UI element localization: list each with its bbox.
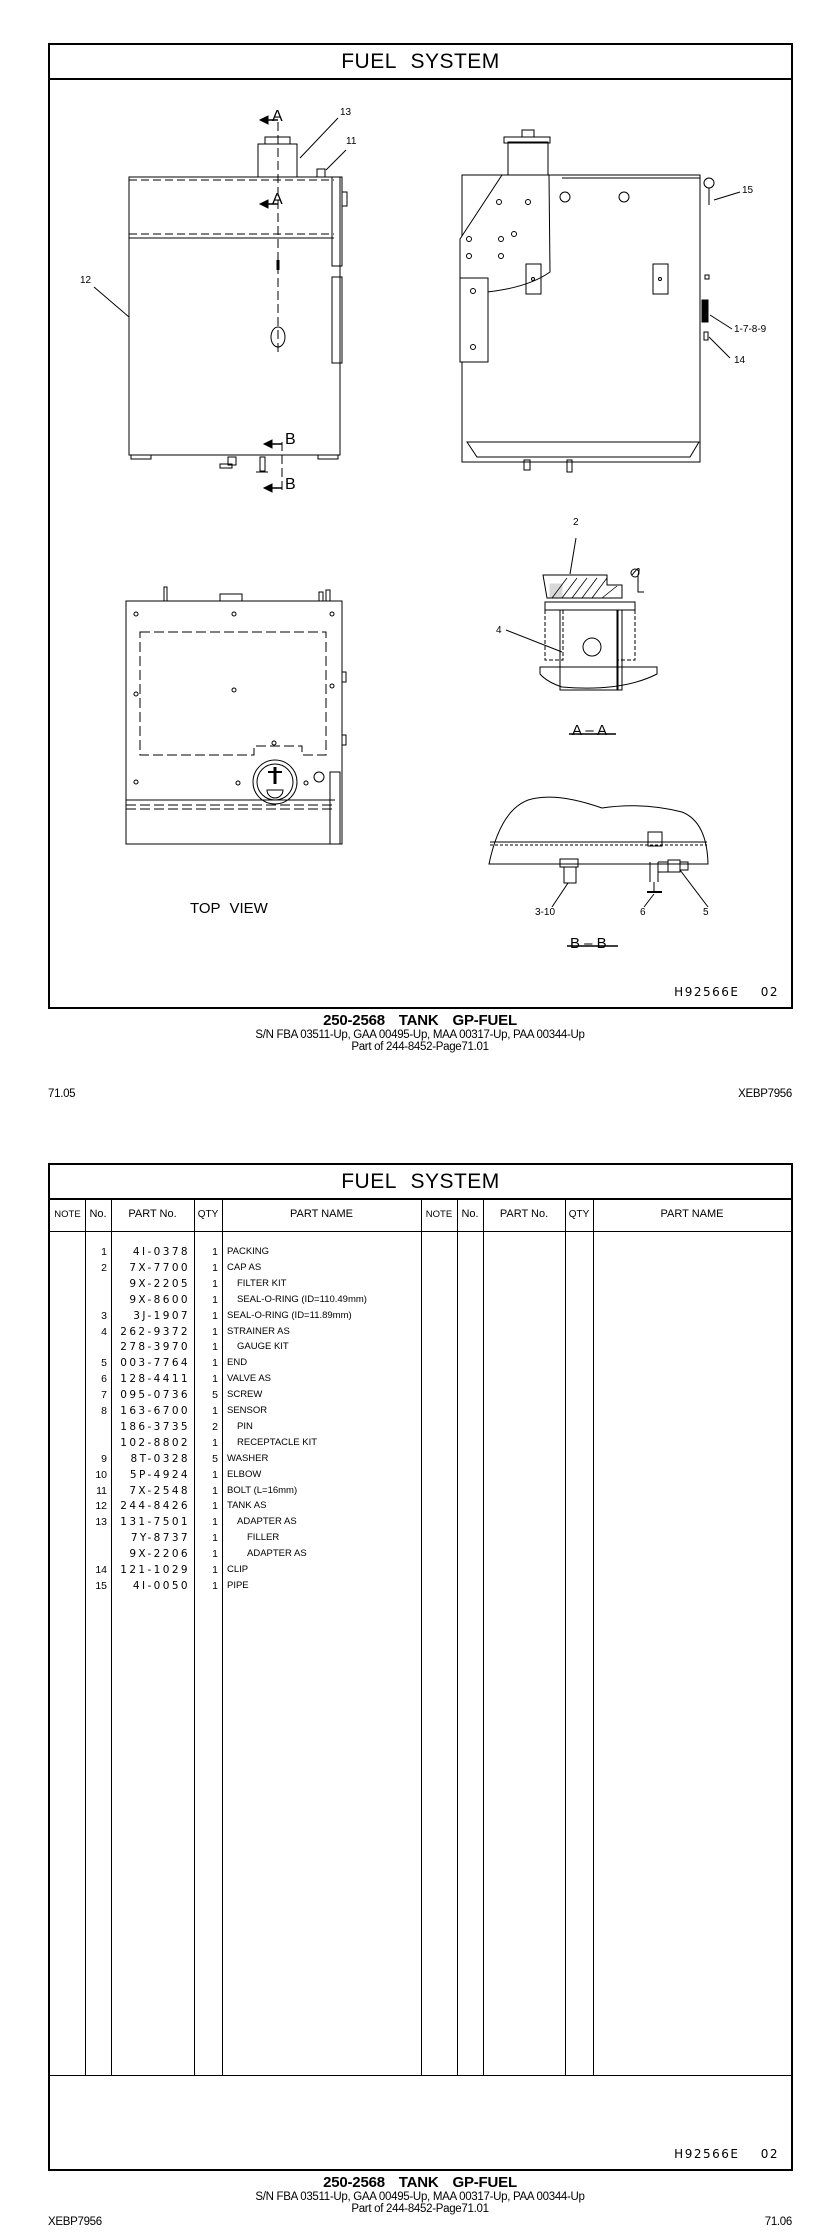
drawing-number: H92566E 02	[674, 985, 779, 999]
row-part-no: 186-3735	[120, 1420, 190, 1433]
row-item-no: 4	[101, 1325, 107, 1338]
row-part-name: SCREW	[227, 1389, 263, 1401]
row-part-no: 128-4411	[120, 1373, 190, 1386]
row-item-no: 11	[96, 1484, 107, 1497]
row-item-no: 5	[101, 1357, 107, 1370]
row-item-no: 13	[95, 1516, 107, 1529]
row-part-name: TANK AS	[227, 1500, 267, 1512]
callout-3-10: 3-10	[535, 907, 556, 918]
row-part-name: PIN	[237, 1420, 253, 1432]
page-number: 71.05	[48, 1088, 76, 1100]
row-qty: 1	[212, 1293, 218, 1306]
caption-part-of: Part of 244-8452-Page71.01	[351, 1041, 489, 1053]
row-qty: 1	[212, 1468, 218, 1481]
row-qty: 1	[212, 1500, 218, 1513]
row-item-no: 6	[101, 1373, 107, 1386]
page-title: FUEL SYSTEM	[50, 45, 791, 80]
row-item-no: 14	[95, 1564, 107, 1576]
row-part-name: PACKING	[227, 1246, 270, 1257]
callout-5: 5	[703, 907, 709, 918]
callout-6: 6	[640, 907, 646, 918]
col-header-qty-2: QTY	[568, 1209, 590, 1220]
row-part-no: 9X-2206	[129, 1548, 190, 1561]
row-part-name: ELBOW	[227, 1468, 262, 1480]
fuel-tank-drawing	[50, 80, 791, 1008]
col-header-part-name: PART NAME	[290, 1208, 353, 1220]
doc-code: XEBP7956	[738, 1088, 792, 1100]
filler-cap-side	[508, 142, 548, 175]
top-view-label: TOP VIEW	[190, 900, 268, 917]
row-item-no	[85, 1292, 107, 1308]
row-qty: 1	[212, 1277, 218, 1290]
row-part-name: BOLT (L=16mm)	[227, 1484, 298, 1496]
col-header-no-2: No.	[461, 1208, 479, 1220]
row-qty: 1	[212, 1325, 218, 1338]
row-part-no: 4I-0378	[132, 1246, 190, 1258]
callout-14: 14	[734, 355, 746, 366]
col-header-part-name-2: PART NAME	[660, 1208, 724, 1220]
row-part-name: SEAL-O-RING (ID=11.89mm)	[227, 1309, 352, 1321]
row-qty: 5	[212, 1389, 218, 1402]
row-item-no: 3	[101, 1309, 107, 1322]
row-qty: 1	[212, 1261, 218, 1274]
row-part-no: 003-7764	[120, 1357, 190, 1370]
row-part-name: STRAINER AS	[227, 1325, 290, 1337]
page-title: FUEL SYSTEM	[50, 1165, 791, 1200]
row-part-no: 102-8802	[120, 1436, 190, 1449]
row-part-no: 7X-2548	[129, 1484, 190, 1497]
section-marker-b-bottom: B	[285, 476, 296, 493]
row-part-name: ADAPTER AS	[237, 1516, 297, 1528]
col-header-part-no-2: PART No.	[499, 1208, 549, 1220]
row-part-name: RECEPTACLE KIT	[237, 1436, 318, 1448]
row-item-no: 12	[95, 1500, 107, 1513]
row-item-no: 15	[95, 1579, 107, 1592]
row-part-no: 244-8426	[120, 1500, 190, 1513]
parts-table	[50, 1198, 791, 2076]
row-part-no: 7X-7700	[129, 1261, 190, 1274]
callout-2: 2	[573, 517, 579, 528]
row-qty: 1	[212, 1564, 218, 1576]
col-header-note-2: NOTE	[425, 1209, 453, 1220]
row-part-no: 7Y-8737	[130, 1532, 190, 1545]
row-part-no: 262-9372	[120, 1325, 190, 1338]
row-qty: 1	[212, 1246, 218, 1258]
col-header-qty: QTY	[197, 1209, 219, 1220]
row-part-name: FILTER KIT	[237, 1277, 287, 1289]
row-part-name: SEAL-O-RING (ID=110.49mm)	[237, 1293, 367, 1305]
doc-code: XEBP7956	[48, 2216, 102, 2228]
front-view	[94, 116, 347, 492]
row-part-name: WASHER	[227, 1452, 269, 1464]
row-item-no: 7	[101, 1389, 107, 1402]
row-item-no: 9	[101, 1452, 107, 1465]
row-qty: 2	[212, 1420, 218, 1433]
row-qty: 5	[212, 1452, 218, 1465]
caption-serials: S/N FBA 03511-Up, GAA 00495-Up, MAA 00317-Up, PAA 00344-Up	[255, 2191, 585, 2203]
row-item-no	[85, 1339, 107, 1355]
row-qty: 1	[212, 1532, 218, 1545]
col-header-no: No.	[89, 1208, 107, 1220]
row-qty: 1	[212, 1373, 218, 1386]
side-view	[460, 130, 740, 472]
callout-11: 11	[346, 136, 357, 147]
section-marker-b-top: B	[285, 431, 296, 448]
row-part-no: 163-6700	[120, 1405, 190, 1417]
section-aa-label: A – A	[572, 722, 608, 739]
caption-page1	[0, 1012, 840, 1053]
tank-body-front	[129, 177, 340, 455]
caption-part-of: Part of 244-8452-Page71.01	[351, 2203, 489, 2215]
callout-12: 12	[80, 275, 92, 286]
row-part-name: PIPE	[227, 1579, 249, 1591]
row-part-name: GAUGE KIT	[237, 1341, 289, 1353]
col-header-note: NOTE	[54, 1209, 81, 1220]
callout-13: 13	[340, 107, 352, 118]
row-qty: 1	[212, 1548, 218, 1561]
row-item-no: 1	[101, 1246, 107, 1258]
top-view	[126, 587, 346, 844]
row-part-name: ADAPTER AS	[247, 1548, 307, 1560]
caption-title: 250-2568 TANK GP-FUEL	[323, 1012, 517, 1029]
row-part-name: FILLER	[247, 1532, 280, 1544]
row-part-no: 9X-2205	[129, 1277, 190, 1290]
section-a-a	[506, 538, 657, 734]
row-item-no: 10	[95, 1468, 107, 1481]
row-qty: 1	[212, 1341, 218, 1354]
callout-15: 15	[742, 185, 754, 196]
row-item-no	[85, 1530, 107, 1546]
row-part-no: 278-3970	[120, 1341, 190, 1354]
row-item-no: 2	[101, 1261, 107, 1274]
row-qty: 1	[212, 1579, 218, 1592]
row-qty: 1	[212, 1357, 218, 1370]
caption-serials: S/N FBA 03511-Up, GAA 00495-Up, MAA 00317-Up, PAA 00344-Up	[255, 1029, 585, 1041]
row-part-name: END	[227, 1357, 248, 1369]
callout-4: 4	[496, 625, 502, 636]
row-part-no: 131-7501	[120, 1516, 190, 1529]
row-part-no: 9X-8600	[129, 1293, 190, 1306]
row-item-no	[85, 1419, 107, 1435]
col-header-part-no: PART No.	[128, 1208, 177, 1220]
row-part-no: 121-1029	[120, 1564, 190, 1576]
row-part-name: CAP AS	[227, 1261, 262, 1273]
drawing-number: H92566E 02	[674, 2147, 779, 2161]
tank-body-top	[126, 601, 342, 844]
row-part-name: SENSOR	[227, 1405, 268, 1416]
row-part-no: 5P-4924	[129, 1468, 190, 1481]
parts-list-frame	[48, 1163, 793, 2171]
row-part-no: 3J-1907	[133, 1309, 190, 1322]
row-part-no: 095-0736	[120, 1389, 190, 1402]
callout-1-7-8-9: 1-7-8-9	[734, 324, 767, 335]
row-item-no: 8	[101, 1405, 107, 1417]
row-item-no	[85, 1435, 107, 1451]
section-marker-a-bottom: A	[272, 191, 283, 208]
row-qty: 1	[212, 1309, 218, 1322]
caption-title: 250-2568 TANK GP-FUEL	[323, 2174, 517, 2191]
row-part-no: 8T-0328	[130, 1452, 190, 1465]
row-qty: 1	[212, 1405, 218, 1417]
section-bb-label: B – B	[570, 935, 607, 952]
caption-page2	[0, 2174, 840, 2215]
row-qty: 1	[212, 1484, 218, 1497]
section-b-b	[489, 797, 708, 946]
page-number: 71.06	[764, 2216, 792, 2228]
section-marker-a-top: A	[272, 108, 283, 125]
row-item-no	[85, 1276, 107, 1292]
row-part-no: 4I-0050	[132, 1579, 190, 1592]
row-qty: 1	[212, 1516, 218, 1529]
row-part-name: VALVE AS	[227, 1373, 272, 1385]
row-qty: 1	[212, 1436, 218, 1449]
illustration-frame	[48, 43, 793, 1009]
row-part-name: CLIP	[227, 1564, 249, 1575]
row-item-no	[85, 1546, 107, 1562]
